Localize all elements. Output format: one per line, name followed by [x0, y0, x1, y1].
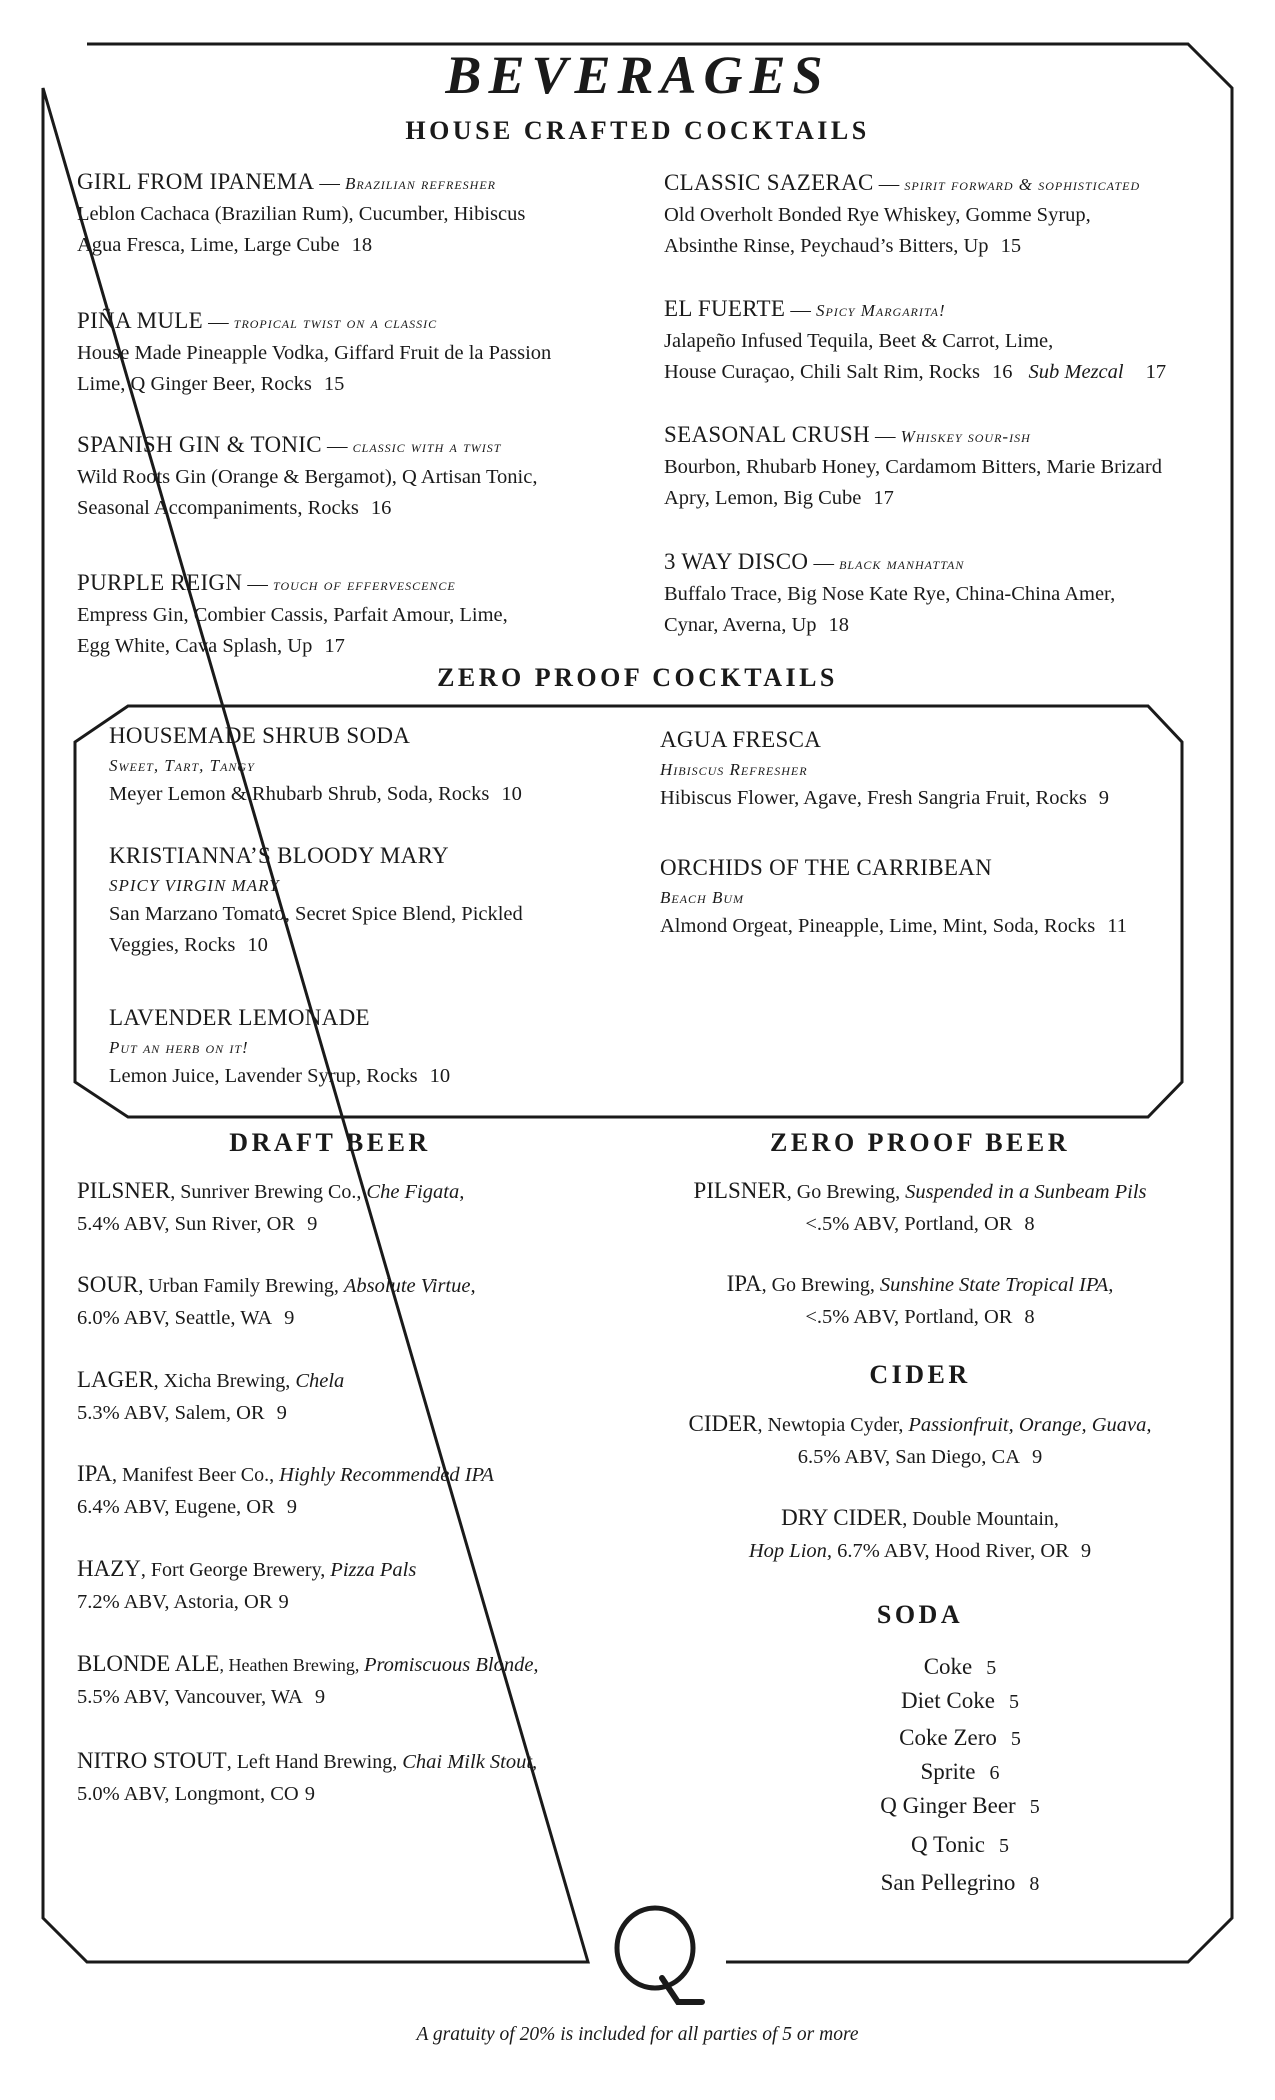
- menu-title: BEVERAGES: [445, 45, 830, 105]
- zero-proof-heading: ZERO PROOF COCKTAILS: [437, 663, 838, 692]
- soda-item: Sprite 6: [920, 1759, 1000, 1784]
- soda-item: Diet Coke 5: [901, 1688, 1019, 1713]
- cocktail-item: PURPLE REIGN — touch of effervescence Empress Gin, Combier Cassis, Parfait Amour, Lime, Egg White, Cava Splash, Up 17: [77, 570, 508, 657]
- zero-proof-beer-heading: ZERO PROOF BEER: [769, 1128, 1070, 1157]
- soda-item: Coke Zero 5: [899, 1725, 1021, 1750]
- zero-proof-beer-item: PILSNER, Go Brewing, Suspended in a Sunbeam Pils <.5% ABV, Portland, OR 8: [693, 1178, 1147, 1235]
- zero-proof-item: AGUA FRESCA Hibiscus Refresher Hibiscus Flower, Agave, Fresh Sangria Fruit, Rocks 9: [660, 727, 1110, 809]
- zero-proof-beer-item: IPA, Go Brewing, Sunshine State Tropical IPA, <.5% ABV, Portland, OR 8: [726, 1271, 1114, 1328]
- draft-beer-item: IPA, Manifest Beer Co., Highly Recommended IPA 6.4% ABV, Eugene, OR 9: [77, 1461, 494, 1518]
- zero-proof-item: ORCHIDS OF THE CARRIBEAN Beach Bum Almond Orgeat, Pineapple, Lime, Mint, Soda, Rocks 11: [660, 855, 1127, 937]
- cocktail-item: EL FUERTE — Spicy Margarita! Jalapeño Infused Tequila, Beet & Carrot, Lime, House Curaçao, Chili Salt Rim, Rocks 16 Sub Mezcal 17: [664, 296, 1167, 383]
- cocktail-item: GIRL FROM IPANEMA — Brazilian refresher Leblon Cachaca (Brazilian Rum), Cucumber, Hibiscus Agua Fresca, Lime, Large Cube 18: [77, 169, 526, 256]
- gratuity-note: A gratuity of 20% is included for all parties of 5 or more: [416, 2024, 859, 2045]
- draft-beer-item: HAZY, Fort George Brewery, Pizza Pals 7.2% ABV, Astoria, OR 9: [77, 1556, 417, 1613]
- draft-beer-item: PILSNER, Sunriver Brewing Co., Che Figata, 5.4% ABV, Sun River, OR 9: [77, 1178, 465, 1235]
- cider-item: DRY CIDER, Double Mountain, Hop Lion, 6.7% ABV, Hood River, OR 9: [748, 1505, 1092, 1562]
- cider-heading: CIDER: [869, 1360, 971, 1389]
- soda-item: Q Tonic 5: [911, 1832, 1009, 1857]
- soda-item: Coke 5: [923, 1654, 997, 1679]
- q-logo: [600, 1900, 710, 2010]
- cocktail-item: 3 WAY DISCO — black manhattan Buffalo Trace, Big Nose Kate Rye, China-China Amer, Cynar, Averna, Up 18: [664, 549, 1116, 636]
- cocktail-item: SPANISH GIN & TONIC — classic with a twist Wild Roots Gin (Orange & Bergamot), Q Artisan Tonic, Seasonal Accompaniments, Rocks 16: [77, 432, 538, 519]
- draft-beer-item: BLONDE ALE, Heathen Brewing, Promiscuous Blonde, 5.5% ABV, Vancouver, WA 9: [77, 1651, 539, 1708]
- draft-beer-item: LAGER, Xicha Brewing, Chela 5.3% ABV, Salem, OR 9: [77, 1367, 345, 1424]
- cider-item: CIDER, Newtopia Cyder, Passionfruit, Orange, Guava, 6.5% ABV, San Diego, CA 9: [688, 1411, 1152, 1468]
- soda-item: Q Ginger Beer 5: [880, 1793, 1040, 1818]
- zero-proof-item: KRISTIANNA’S BLOODY MARY SPICY VIRGIN MARY San Marzano Tomato, Secret Spice Blend, Pickled Veggies, Rocks 10: [109, 843, 523, 956]
- zero-proof-item: HOUSEMADE SHRUB SODA Sweet, Tart, Tangy Meyer Lemon & Rhubarb Shrub, Soda, Rocks 10: [109, 723, 522, 805]
- zero-proof-item: LAVENDER LEMONADE Put an herb on it! Lemon Juice, Lavender Syrup, Rocks 10: [109, 1005, 451, 1087]
- soda-heading: SODA: [876, 1600, 964, 1629]
- cocktail-item: SEASONAL CRUSH — Whiskey sour-ish Bourbon, Rhubarb Honey, Cardamom Bitters, Marie Brizard Apry, Lemon, Big Cube 17: [664, 422, 1162, 509]
- soda-item: San Pellegrino 8: [880, 1870, 1040, 1895]
- draft-beer-heading: DRAFT BEER: [229, 1128, 431, 1157]
- house-cocktails-heading: HOUSE CRAFTED COCKTAILS: [405, 116, 870, 145]
- draft-beer-item: SOUR, Urban Family Brewing, Absolute Virtue, 6.0% ABV, Seattle, WA 9: [77, 1272, 476, 1329]
- cocktail-item: CLASSIC SAZERAC — spirit forward & sophisticated Old Overholt Bonded Rye Whiskey, Gomme Syrup, Absinthe Rinse, Peychaud’s Bitters, Up 15: [664, 170, 1141, 257]
- draft-beer-item: NITRO STOUT, Left Hand Brewing, Chai Milk Stout, 5.0% ABV, Longmont, CO 9: [77, 1748, 538, 1805]
- cocktail-item: PIÑA MULE — tropical twist on a classic House Made Pineapple Vodka, Giffard Fruit de la Passion Lime, Q Ginger Beer, Rocks 15: [77, 308, 552, 395]
